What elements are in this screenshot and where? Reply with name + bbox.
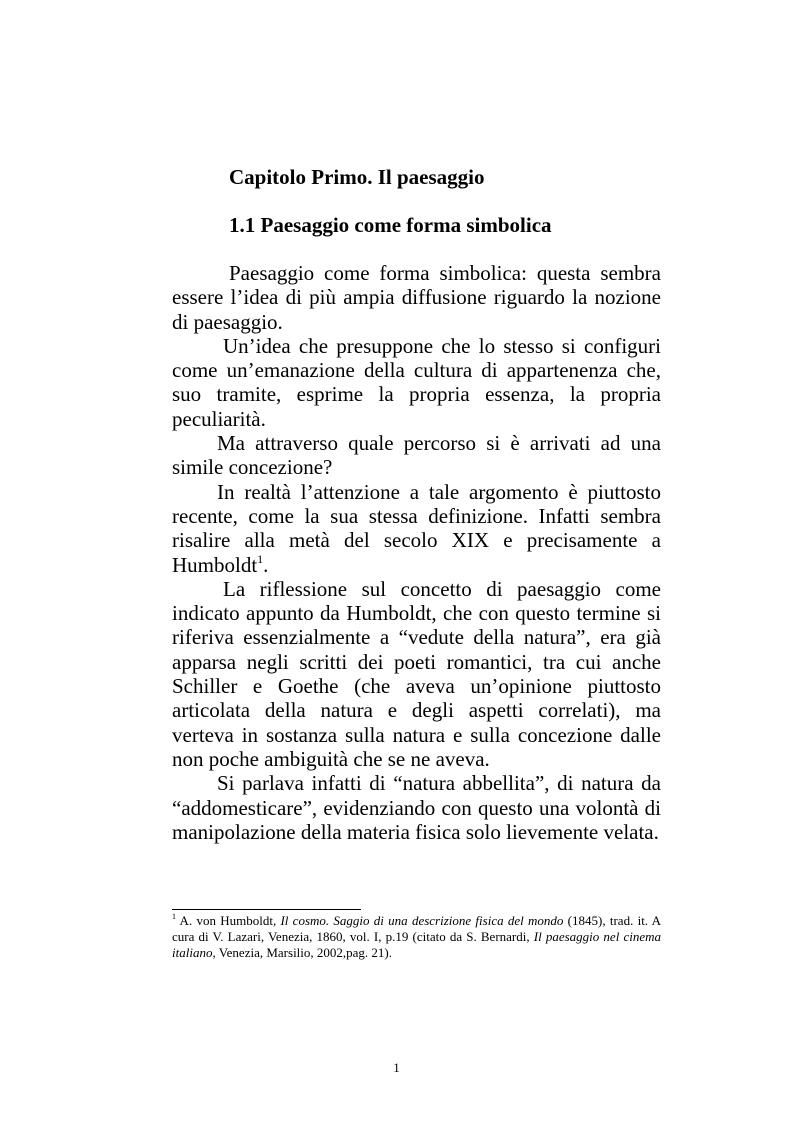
paragraph-3: Ma attraverso quale percorso si è arrivati ad una simile concezione? bbox=[172, 431, 661, 480]
footnote-reference[interactable]: 1 bbox=[257, 551, 264, 566]
footnote-title-2: Il paesaggio nel cinema italiano, bbox=[172, 928, 661, 960]
paragraph-6: Si parlava infatti di “natura abbellita”, di natura da “addomesticare”, evidenziando con questo una volontà di manipolazione della materia fisica solo lievemente velata. bbox=[172, 771, 661, 844]
footnote bbox=[172, 913, 661, 960]
footnote-author: A. von Humboldt, bbox=[176, 913, 281, 928]
footnote-title-1: Il cosmo. Saggio di una descrizione fisica del mondo bbox=[280, 913, 564, 928]
paragraph-2: Un’idea che presuppone che lo stesso si configuri come un’emanazione della cultura di appartenenza che, suo tramite, esprime la propria essenza, la propria peculiarità. bbox=[172, 333, 661, 431]
footnote-divider bbox=[172, 909, 361, 910]
page-number: 1 bbox=[393, 1060, 400, 1075]
chapter-title: Capitolo Primo. Il paesaggio bbox=[229, 165, 485, 189]
footnote-text-1: (1845), trad. it. A cura di V. Lazari, Venezia, 1860, vol. I, p.19 (citato da S. Bernardi, bbox=[172, 913, 661, 944]
paragraph-4 bbox=[172, 480, 661, 577]
paragraph-1: Paesaggio come forma simbolica: questa sembra essere l’idea di più ampia diffusione riguardo la nozione di paesaggio. bbox=[172, 261, 661, 334]
paragraph-4-end: . bbox=[263, 552, 269, 577]
paragraph-4-text: In realtà l’attenzione a tale argomento è piuttosto recente, come la sua stessa definizione. Infatti sembra risalire alla metà del secolo XIX e precisamente a Humboldt bbox=[172, 479, 661, 577]
section-title: 1.1 Paesaggio come forma simbolica bbox=[229, 213, 552, 237]
footnote-number: 1 bbox=[172, 911, 176, 921]
paragraph-5: La riflessione sul concetto di paesaggio come indicato appunto da Humboldt, che con questo termine si riferiva essenzialmente a “vedute della natura”, era già apparsa negli scritti dei poeti romantici, tra cui anche Schiller e Goethe (che aveva un’opinione piuttosto articolata della natura e degli aspetti correlati), ma verteva in sostanza sulla natura e sulla concezione dalle non poche ambiguità che se ne aveva. bbox=[172, 576, 661, 771]
footnote-text-2: Venezia, Marsilio, 2002,pag. 21). bbox=[215, 944, 393, 960]
body-text bbox=[172, 261, 661, 844]
